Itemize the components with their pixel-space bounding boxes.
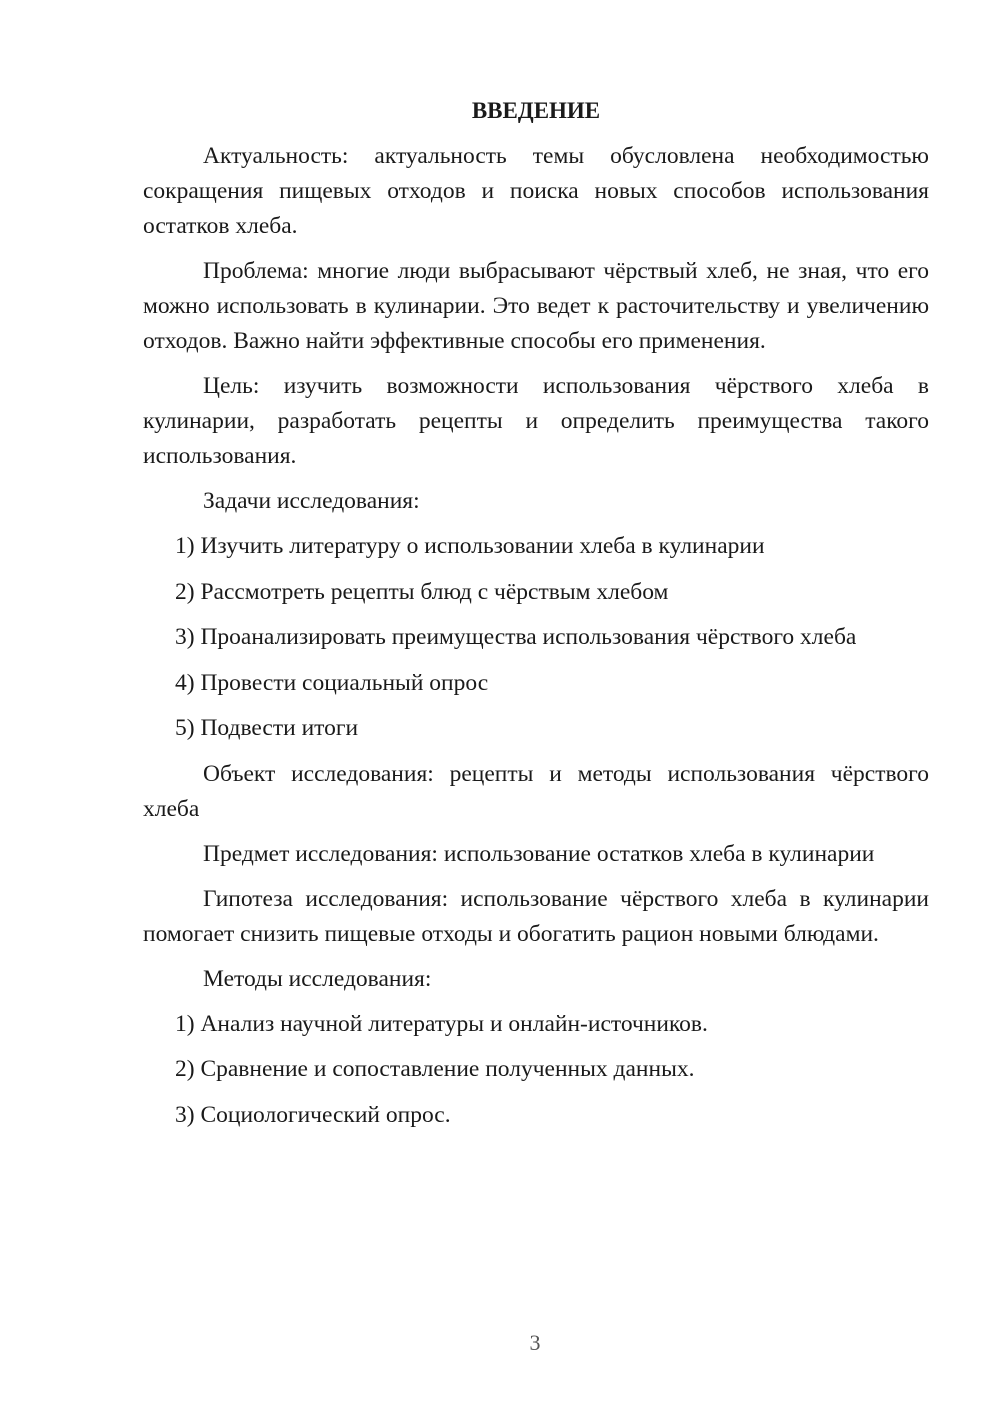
task-item: 2) Рассмотреть рецепты блюд с чёрствым хлебом	[175, 578, 669, 605]
method-item: 3) Социологический опрос.	[175, 1101, 451, 1128]
page-number: 3	[529, 1330, 541, 1355]
tasks-label: Задачи исследования:	[203, 488, 420, 514]
object-paragraph: Объект исследования: рецепты и методы использования чёрствого хлеба	[143, 760, 929, 822]
tasks-list	[143, 529, 929, 746]
task-item: 1) Изучить литературу о использовании хлеба в кулинарии	[175, 533, 765, 559]
hypothesis-paragraph: Гипотеза исследования: использование чёрствого хлеба в кулинарии помогает снизить пищевые отходы и обогатить рацион новыми блюдами.	[143, 885, 929, 947]
document-body	[143, 93, 929, 1143]
page-title: ВВЕДЕНИЕ	[471, 98, 601, 123]
methods-label: Методы исследования:	[203, 965, 432, 992]
subject-paragraph: Предмет исследования: использование остатков хлеба в кулинарии	[203, 840, 875, 867]
methods-list	[143, 1007, 929, 1133]
method-item: 2) Сравнение и сопоставление полученных данных.	[175, 1056, 695, 1082]
method-item: 1) Анализ научной литературы и онлайн-источников.	[175, 1010, 708, 1037]
goal-paragraph: Цель: изучить возможности использования чёрствого хлеба в кулинарии, разработать рецепты и определить преимущества такого использования.	[143, 373, 929, 469]
task-item: 4) Провести социальный опрос	[175, 669, 489, 696]
task-item: 5) Подвести итоги	[175, 715, 359, 741]
task-item: 3) Проанализировать преимущества использования чёрствого хлеба	[175, 624, 857, 650]
relevance-paragraph: Актуальность: актуальность темы обусловлена необходимостью сокращения пищевых отходов и поиска новых способов использования остатков хлеба.	[143, 143, 929, 239]
problem-paragraph: Проблема: многие люди выбрасывают чёрствый хлеб, не зная, что его можно использовать в кулинарии. Это ведет к расточительству и увеличению отходов. Важно найти эффективные способы его применения.	[143, 258, 929, 354]
